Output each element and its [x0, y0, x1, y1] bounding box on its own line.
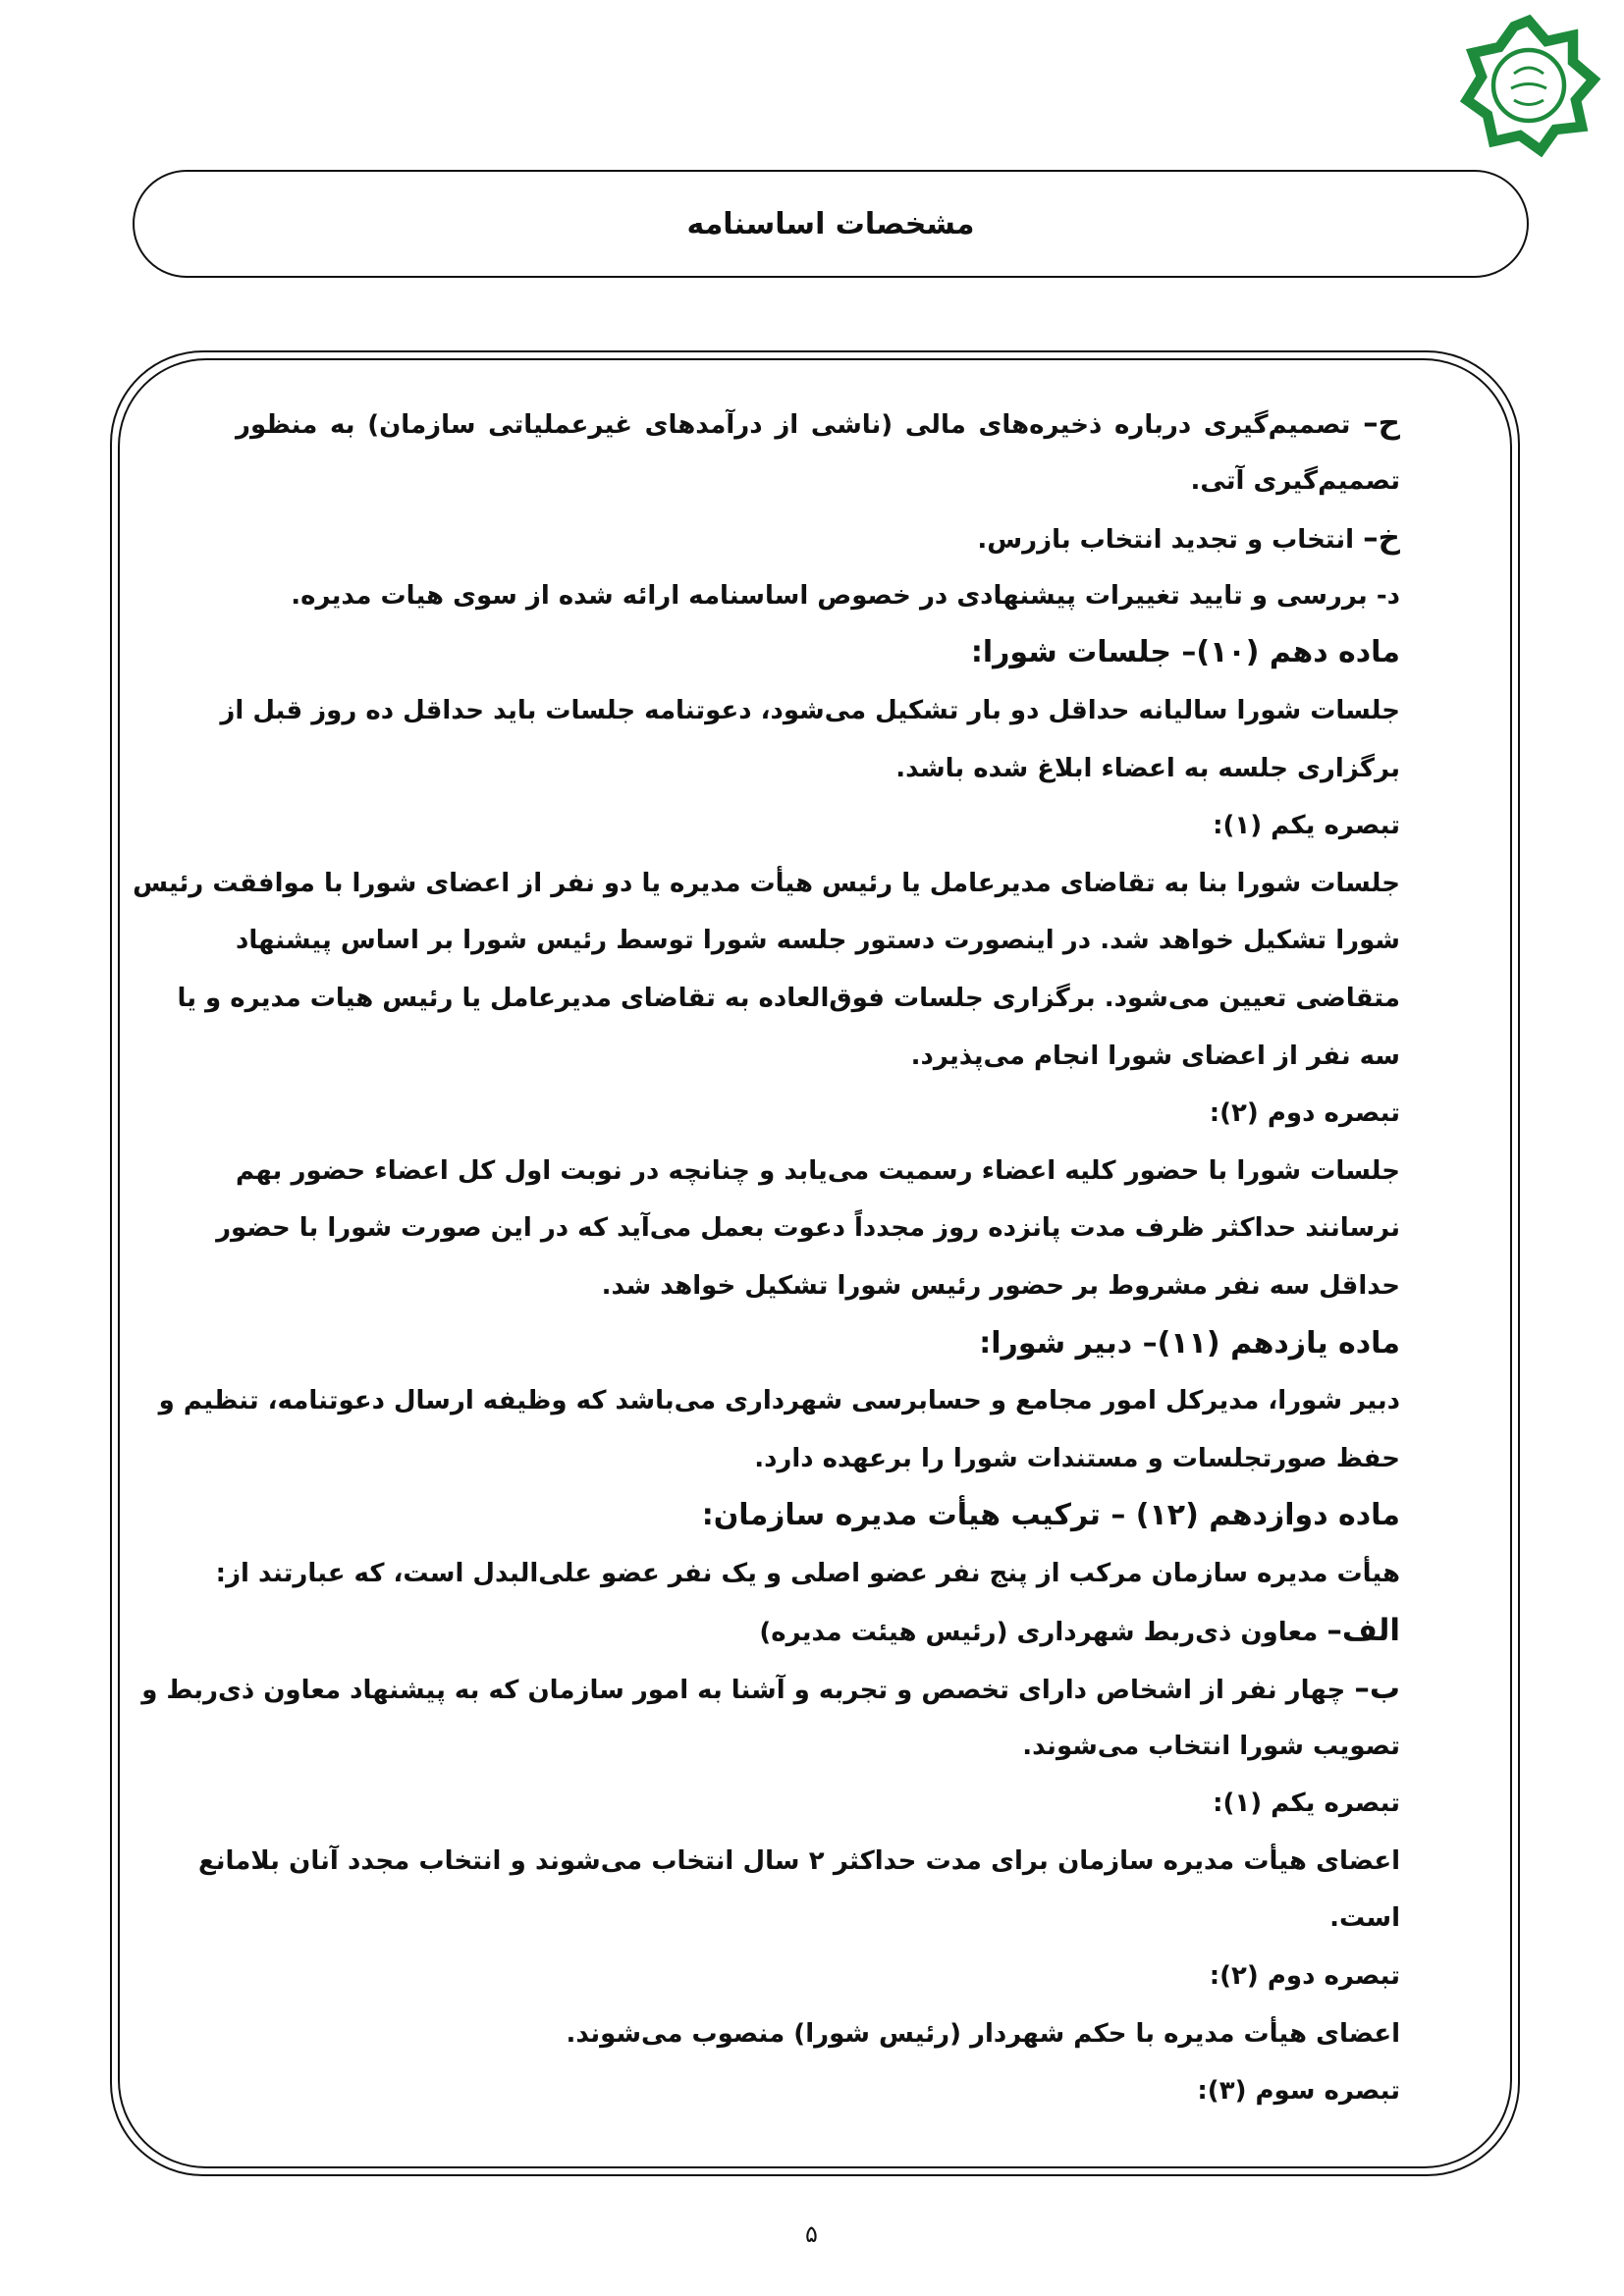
- line-text: نرسانند حداکثر ظرف مدت پانزده روز مجدداً دعوت بعمل می‌آید که در این صورت شورا با حضور: [216, 1213, 1400, 1244]
- text-line: [236, 1430, 1400, 1488]
- text-line: [236, 1718, 1400, 1776]
- article-heading: [236, 624, 1400, 682]
- text-line: [133, 855, 1400, 913]
- line-text: ماده دهم (۱۰)– جلسات شورا:: [970, 635, 1400, 670]
- line-text: اعضای هیأت مدیره سازمان برای مدت حداکثر ۲ سال انتخاب می‌شوند و انتخاب مجدد آنان بلامانع: [198, 1845, 1400, 1876]
- line-text: تصمیم‌گیری درباره ذخیره‌های مالی (ناشی از درآمدهای غیرعملیاتی سازمان) به منظور: [236, 410, 1364, 440]
- document-body: [133, 395, 1400, 2120]
- line-text: حفظ صورتجلسات و مستندات شورا را برعهده دارد.: [754, 1443, 1400, 1473]
- text-line: [236, 395, 1400, 453]
- line-text: ماده دوازدهم (۱۲) – ترکیب هیأت مدیره سازمان:: [701, 1498, 1400, 1533]
- line-text: تصویب شورا انتخاب می‌شوند.: [1022, 1731, 1400, 1761]
- article-heading: [236, 1487, 1400, 1545]
- text-line: [236, 1085, 1400, 1143]
- line-text: اعضای هیأت مدیره با حکم شهردار (رئیس شورا) منصوب می‌شوند.: [566, 2018, 1400, 2049]
- line-text: تبصره یکم (۱):: [1213, 1789, 1400, 1819]
- line-text: ماده یازدهم (۱۱)– دبیر شورا:: [979, 1325, 1400, 1361]
- text-line: [236, 797, 1400, 855]
- page-number: ۵: [805, 2220, 818, 2248]
- line-text: هیأت مدیره سازمان مرکب از پنج نفر عضو اصلی و یک نفر عضو علی‌البدل است، که عبارتند از:: [215, 1558, 1400, 1588]
- line-text: تبصره سوم (۳):: [1197, 2076, 1400, 2107]
- text-line: [236, 1028, 1400, 1086]
- text-line: [236, 1602, 1400, 1660]
- header-box: [133, 170, 1529, 278]
- line-text: متقاضی تعیین می‌شود. برگزاری جلسات فوق‌العاده به تقاضای مدیرعامل یا رئیس هیات مدیره و یا: [177, 983, 1400, 1013]
- text-line: [177, 970, 1400, 1028]
- clause-marker: الف–: [1326, 1613, 1400, 1649]
- text-line: [198, 1833, 1400, 1891]
- text-line: [236, 509, 1400, 567]
- line-text: تبصره یکم (۱):: [1213, 811, 1400, 841]
- line-text: معاون ذی‌ربط شهرداری (رئیس هیئت مدیره): [759, 1618, 1327, 1648]
- text-line: [236, 1948, 1400, 2005]
- text-line: [220, 682, 1400, 740]
- text-line: [215, 1545, 1400, 1603]
- clause-marker: ب–: [1354, 1671, 1400, 1707]
- page-title: مشخصات اساسنامه: [686, 206, 975, 241]
- line-text: تبصره دوم (۲):: [1209, 1961, 1400, 1992]
- line-text: است.: [1329, 1903, 1400, 1934]
- line-text: جلسات شورا سالیانه حداقل دو بار تشکیل می‌شود، دعوتنامه جلسات باید حداقل ده روز قبل از: [220, 695, 1400, 725]
- text-line: [236, 1890, 1400, 1948]
- line-text: شورا تشکیل خواهد شد. در اینصورت دستور جلسه شورا توسط رئیس شورا بر اساس پیشنهاد: [236, 926, 1400, 956]
- line-text: تصمیم‌گیری آتی.: [1190, 465, 1400, 496]
- text-line: [236, 2005, 1400, 2063]
- line-text: سه نفر از اعضای شورا انجام می‌پذیرد.: [910, 1041, 1400, 1071]
- line-text: د- بررسی و تایید تغییرات پیشنهادی در خصوص اساسنامه ارائه شده از سوی هیات مدیره.: [291, 580, 1400, 611]
- tehran-council-logo: [1455, 12, 1602, 159]
- line-text: جلسات شورا بنا به تقاضای مدیرعامل یا رئیس هیأت مدیره یا دو نفر از اعضای شورا با موافقت رئیس: [133, 868, 1400, 898]
- text-line: [236, 1257, 1400, 1315]
- clause-marker: خ–: [1363, 520, 1400, 557]
- text-line: [236, 567, 1400, 625]
- text-line: [236, 1775, 1400, 1833]
- line-text: حداقل سه نفر مشروط بر حضور رئیس شورا تشکیل خواهد شد.: [601, 1270, 1400, 1301]
- text-line: [236, 2062, 1400, 2120]
- text-line: [236, 912, 1400, 970]
- line-text: برگزاری جلسه به اعضاء ابلاغ شده باشد.: [895, 753, 1400, 783]
- text-line: [216, 1200, 1400, 1257]
- text-line: [236, 1143, 1400, 1201]
- line-text: انتخاب و تجدید انتخاب بازرس.: [977, 525, 1364, 556]
- line-text: تبصره دوم (۲):: [1209, 1098, 1400, 1129]
- article-heading: [236, 1315, 1400, 1373]
- line-text: دبیر شورا، مدیرکل امور مجامع و حسابرسی شهرداری می‌باشد که وظیفه ارسال دعوتنامه، تنظیم و: [158, 1386, 1400, 1416]
- text-line: [158, 1372, 1400, 1430]
- clause-marker: ح–: [1363, 405, 1400, 441]
- line-text: جلسات شورا با حضور کلیه اعضاء رسمیت می‌یابد و چنانچه در نوبت اول کل اعضاء حضور بهم: [236, 1155, 1400, 1186]
- text-line: [236, 740, 1400, 798]
- line-text: چهار نفر از اشخاص دارای تخصص و تجربه و آشنا به امور سازمان که به پیشنهاد معاون ذی‌ربط و: [141, 1676, 1355, 1706]
- text-line: [236, 453, 1400, 510]
- text-line: [141, 1660, 1400, 1718]
